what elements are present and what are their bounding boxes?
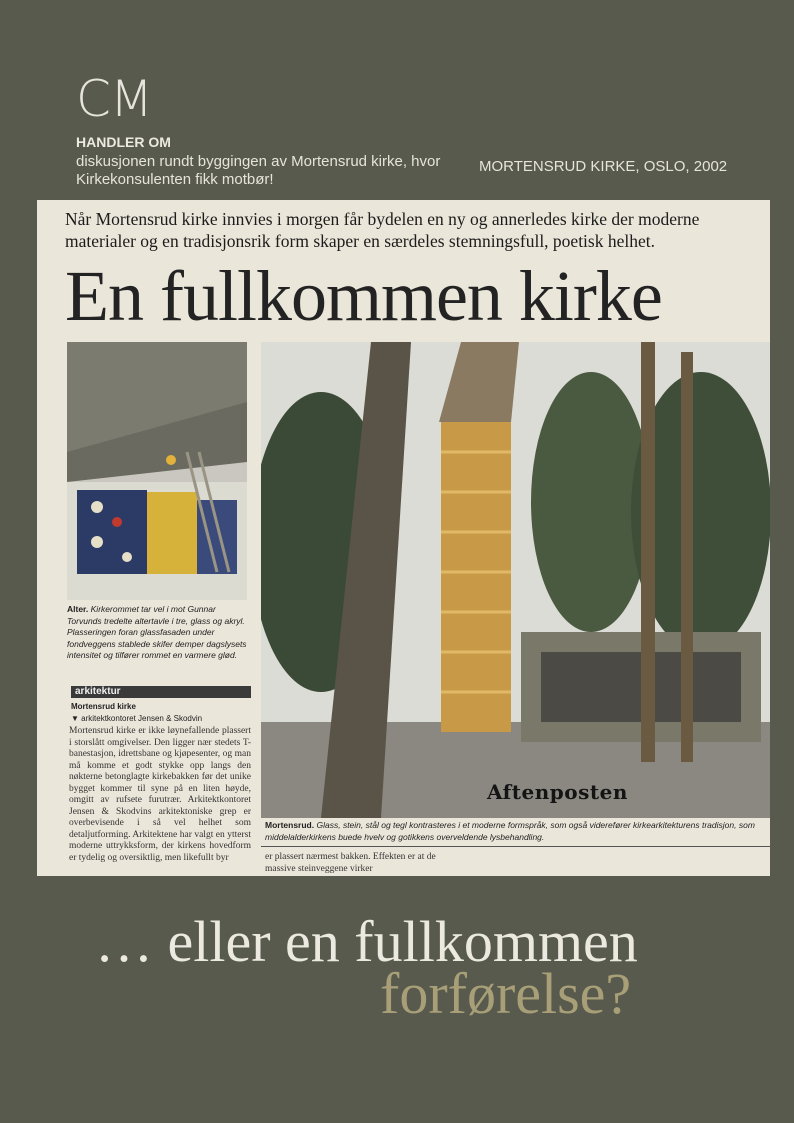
altar-caption-label: Alter.	[67, 604, 89, 614]
article-lead: Når Mortensrud kirke innvies i morgen får bydelen en ny og annerledes kirke der moderne materialer og en tradisjonsrik form skaper en særdeles stemningsfull, poetisk helhet.	[65, 209, 700, 251]
altar-photo	[67, 342, 247, 600]
exterior-caption-label: Mortensrud.	[265, 820, 315, 830]
altar-caption-text: Kirkerommet tar vel i mot Gunnar Torvunds tredelte altertavle i tre, glass og akryl. Plasseringen foran glassfasaden under fondveggens stablede skifer demper dagslysets intensitet og tilfører rommet en varmere glød.	[67, 604, 247, 660]
architect-name: arkitektkontoret Jensen & Skodvin	[81, 714, 203, 723]
altar-caption	[67, 604, 247, 662]
exterior-caption	[265, 820, 765, 843]
column-rule	[261, 846, 770, 847]
section-label-bar: arkitektur	[71, 686, 251, 698]
section-architect: ▼ arkitektkontoret Jensen & Skodvin	[71, 714, 203, 723]
article-body-column-2: er plassert nærmest bakken. Effekten er at de massive steinveggene virker	[265, 852, 436, 874]
church-exterior-photo	[261, 342, 770, 818]
tagline-line-1: … eller en fullkommen	[95, 909, 638, 974]
location-text: MORTENSRUD KIRKE, OSLO, 2002	[479, 158, 728, 175]
exterior-caption-text: Glass, stein, stål og tegl kontrasteres i et moderne formspråk, som også viderefører kirkearkitekturens tradisjon, som middelalderkirkens buede hvelv og gotikkens overveldende lysbehandling.	[265, 820, 755, 842]
newspaper-clipping	[37, 200, 770, 876]
aftenposten-masthead: Aftenposten	[487, 780, 628, 804]
section-title: Mortensrud kirke	[71, 702, 136, 711]
tagline-line-2: forførelse?	[380, 961, 632, 1026]
cm-logo: CM	[76, 70, 153, 128]
handler-om-label: HANDLER OM	[76, 134, 171, 150]
article-body-column-1: Mortensrud kirke er ikke løynefallende plassert i storslått omgivelser. Den ligger nær stedets T-banestasjon, idrettsbane og kjøpesenter, og man må komme et godt stykke opp langs den nøkterne betonglagte kirkebakken før det unike bygget kommer til syne på en liten høyde, omgitt av rufsete furutrær. Arkitektkontoret Jensen & Skodvins arkitektoniske grep er overbevisende i så vel helhet som detaljutforming. Arkitektene har valgt en ytterst moderne uttrykksform, der kirkens hovedform er tydelig og oversiktlig, men likefullt byr	[69, 726, 251, 863]
article-headline: En fullkommen kirke	[65, 256, 662, 336]
description-text: diskusjonen rundt byggingen av Mortensrud kirke, hvor Kirkekonsulenten fikk motbør!	[76, 153, 441, 188]
